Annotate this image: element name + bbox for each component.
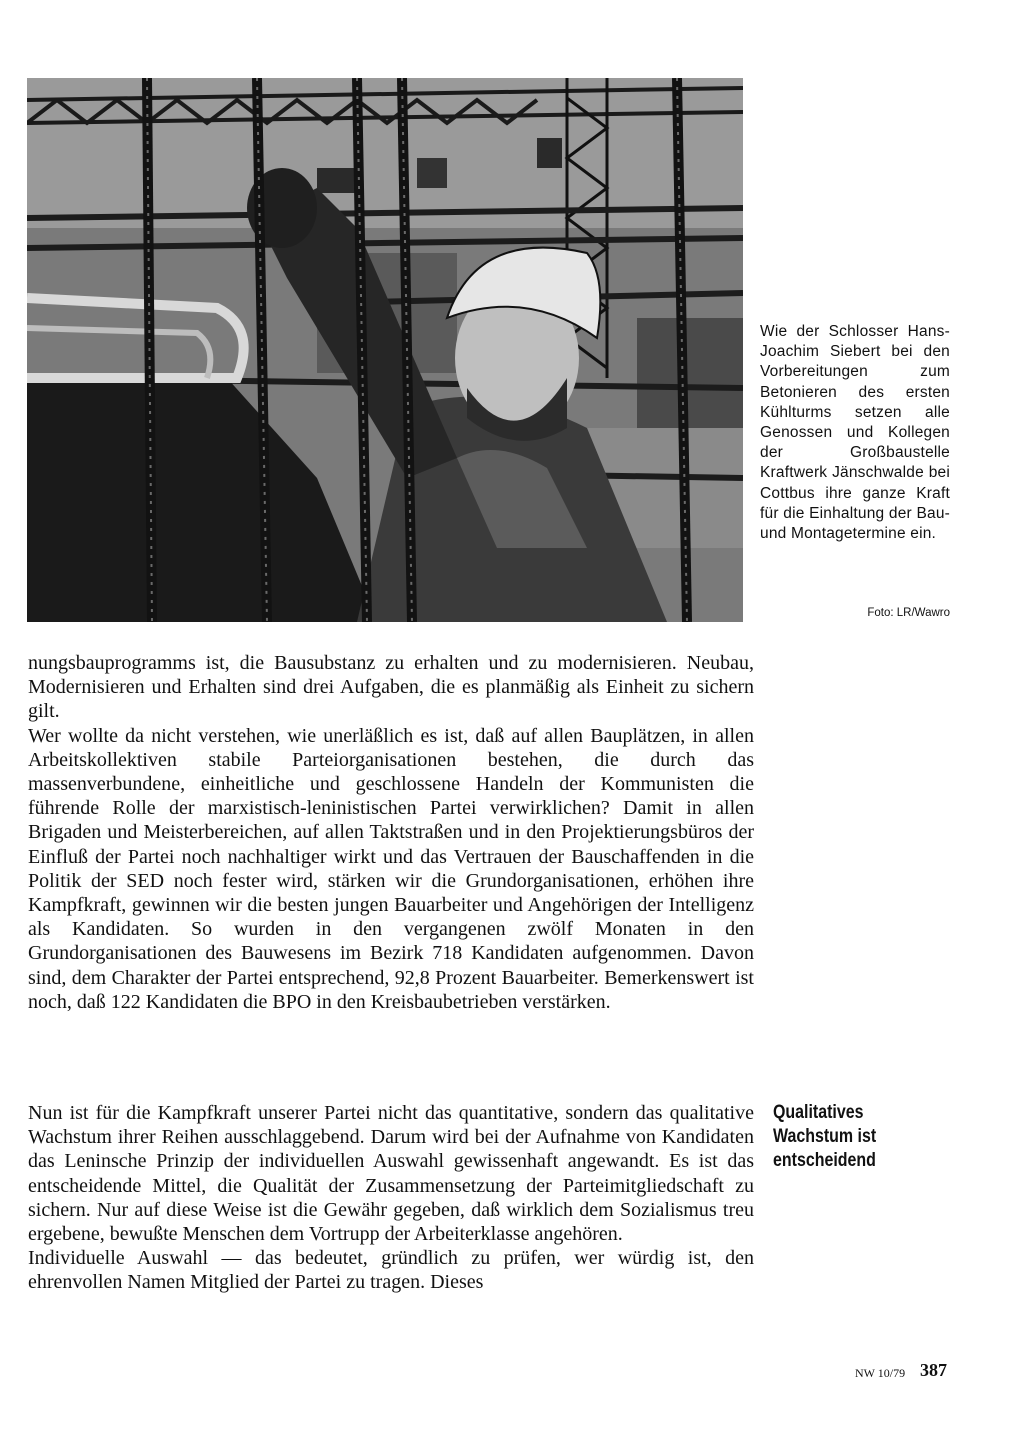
article-body-lower — [28, 1101, 754, 1295]
photo-caption — [760, 322, 950, 544]
article-body-upper — [28, 651, 754, 1014]
paragraph-continuation: nungsbauprogramms ist, die Bausubstanz zu erhalten und zu modernisieren. Neubau, Modernisieren und Erhalten sind drei Aufgaben, die es planmäßig als Einheit zu sichern gilt. — [28, 652, 754, 723]
photo-illustration — [27, 78, 743, 622]
paragraph-party-organizations: Wer wollte da nicht verstehen, wie unerläßlich es ist, daß auf allen Bauplätzen, in allen Arbeitskollektiven stabile Parteiorganisationen bestehen, die durch das massenverbundene, einheitliche und geschlossene Handeln der Kommunisten die führende Rolle der marxistisch-leninistischen Partei verwirklichen? Damit in allen Brigaden und Meisterbereichen, auf allen Taktstraßen und in den Projektierungsbüros der Einfluß der Partei noch nachhaltiger wirkt und das Vertrauen der Bauschaffenden in die Politik der SED noch fester wird, stärken wir die Grundorganisationen, erhöhen ihre Kampfkraft, gewinnen wir die besten jungen Bauarbeiter und Angehörigen der Intelligenz als Kandidaten. So wurden in den vergangenen zwölf Monaten in den Grundorganisationen des Bauwesens im Bezirk 718 Kandidaten aufgenommen. Davon sind, dem Charakter der Partei entsprechend, 92,8 Prozent Bauarbeiter. Bemerkenswert ist noch, daß 122 Kandidaten die BPO in den Kreisbaubetrieben verstärken. — [28, 724, 754, 1013]
margin-heading-line: Wachstum ist — [773, 1126, 877, 1147]
paragraph-qualitative-growth: Nun ist für die Kampfkraft unserer Partei nicht das quantitative, sondern das qualitative Wachstum ihrer Reihen ausschlaggebend. Darum wird bei der Aufnahme von Kandidaten das Leninsche Prinzip der individuellen Auswahl gewissenhaft angewandt. Es ist das entscheidende Mittel, die Qualität der Zusammensetzung der Parteimitgliedschaft zu sichern. Nur auf diese Weise ist die Gewähr gegeben, daß wirklich dem Sozialismus treu ergebene, bewußte Menschen dem Vortrupp der Arbeiterklasse angehören. — [28, 1102, 754, 1246]
margin-heading-line: entscheidend — [773, 1150, 876, 1171]
page-number: 387 — [920, 1360, 947, 1380]
margin-heading — [773, 1101, 916, 1173]
issue-reference: NW 10/79 — [855, 1366, 906, 1380]
photo-credit: Foto: LR/Wawro — [867, 607, 950, 619]
photo-construction-worker — [27, 78, 743, 622]
paragraph-individual-selection: Individuelle Auswahl — das bedeutet, gründlich zu prüfen, wer würdig ist, den ehrenvollen Namen Mitglied der Partei zu tragen. Dieses — [28, 1247, 754, 1294]
caption-text: Wie der Schlosser Hans-Joachim Siebert bei den Vorbereitungen zum Betonieren des ersten Kühlturms setzen alle Genossen und Kollegen der Großbaustelle Kraftwerk Jänschwalde bei Cottbus ihre ganze Kraft für die Einhaltung der Bau- und Montagetermine ein. — [760, 323, 950, 543]
margin-heading-line: Qualitatives — [773, 1102, 864, 1123]
